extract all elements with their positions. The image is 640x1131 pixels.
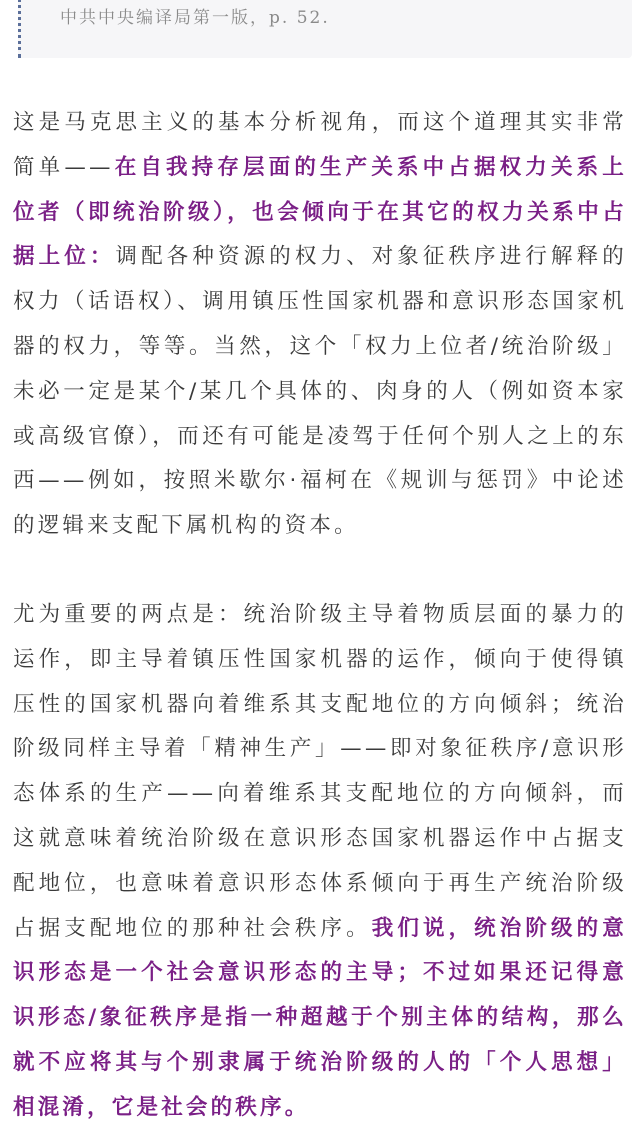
blockquote [18,0,632,58]
paragraph-2-text: 尤为重要的两点是：统治阶级主导着物质层面的暴力的运作，即主导着镇压性国家机器的运作，倾向于使得镇压性的国家机器向着维系其支配地位的方向倾斜；统治阶级同样主导着「精神生产」——即对象征秩序/意识形态体系的生产——向着维系其支配地位的方向倾斜，而这就意味着统治阶级在意识形态国家机器运作中占据支配地位，也意味着意识形态体系倾向于再生产统治阶级占据支配地位的那种社会秩序。 [13,602,627,941]
blockquote-rule [18,0,21,58]
paragraph-1-emphasis: 在自我持存层面的生产关系中占据权力关系上位者（即统治阶级），也会倾向于在其它的权力关系中占据上位： [13,154,627,270]
citation-text: 中共中央编译局第一版，p. 52. [60,8,330,28]
paragraph-1 [13,101,627,549]
paragraph-1-text: 这是马克思主义的基本分析视角，而这个道理其实非常简单—— [13,110,627,180]
paragraph-2-emphasis: 我们说，统治阶级的意识形态是一个社会意识形态的主导；不过如果还记得意识形态/象征秩序是指一种超越于个别主体的结构，那么就不应将其与个别隶属于统治阶级的人的「个人思想」相混淆，它是社会的秩序。 [13,915,627,1120]
paragraph-1-text-continued: 调配各种资源的权力、对象征秩序进行解释的权力（话语权）、调用镇压性国家机器和意识形态国家机器的权力，等等。当然，这个「权力上位者/统治阶级」未必一定是某个/某几个具体的、肉身的人（例如资本家或高级官僚），而还有可能是凌驾于任何个别人之上的东西——例如，按照米歇尔·福柯在《规训与惩罚》中论述的逻辑来支配下属机构的资本。 [13,244,627,539]
paragraph-2 [13,593,627,1131]
